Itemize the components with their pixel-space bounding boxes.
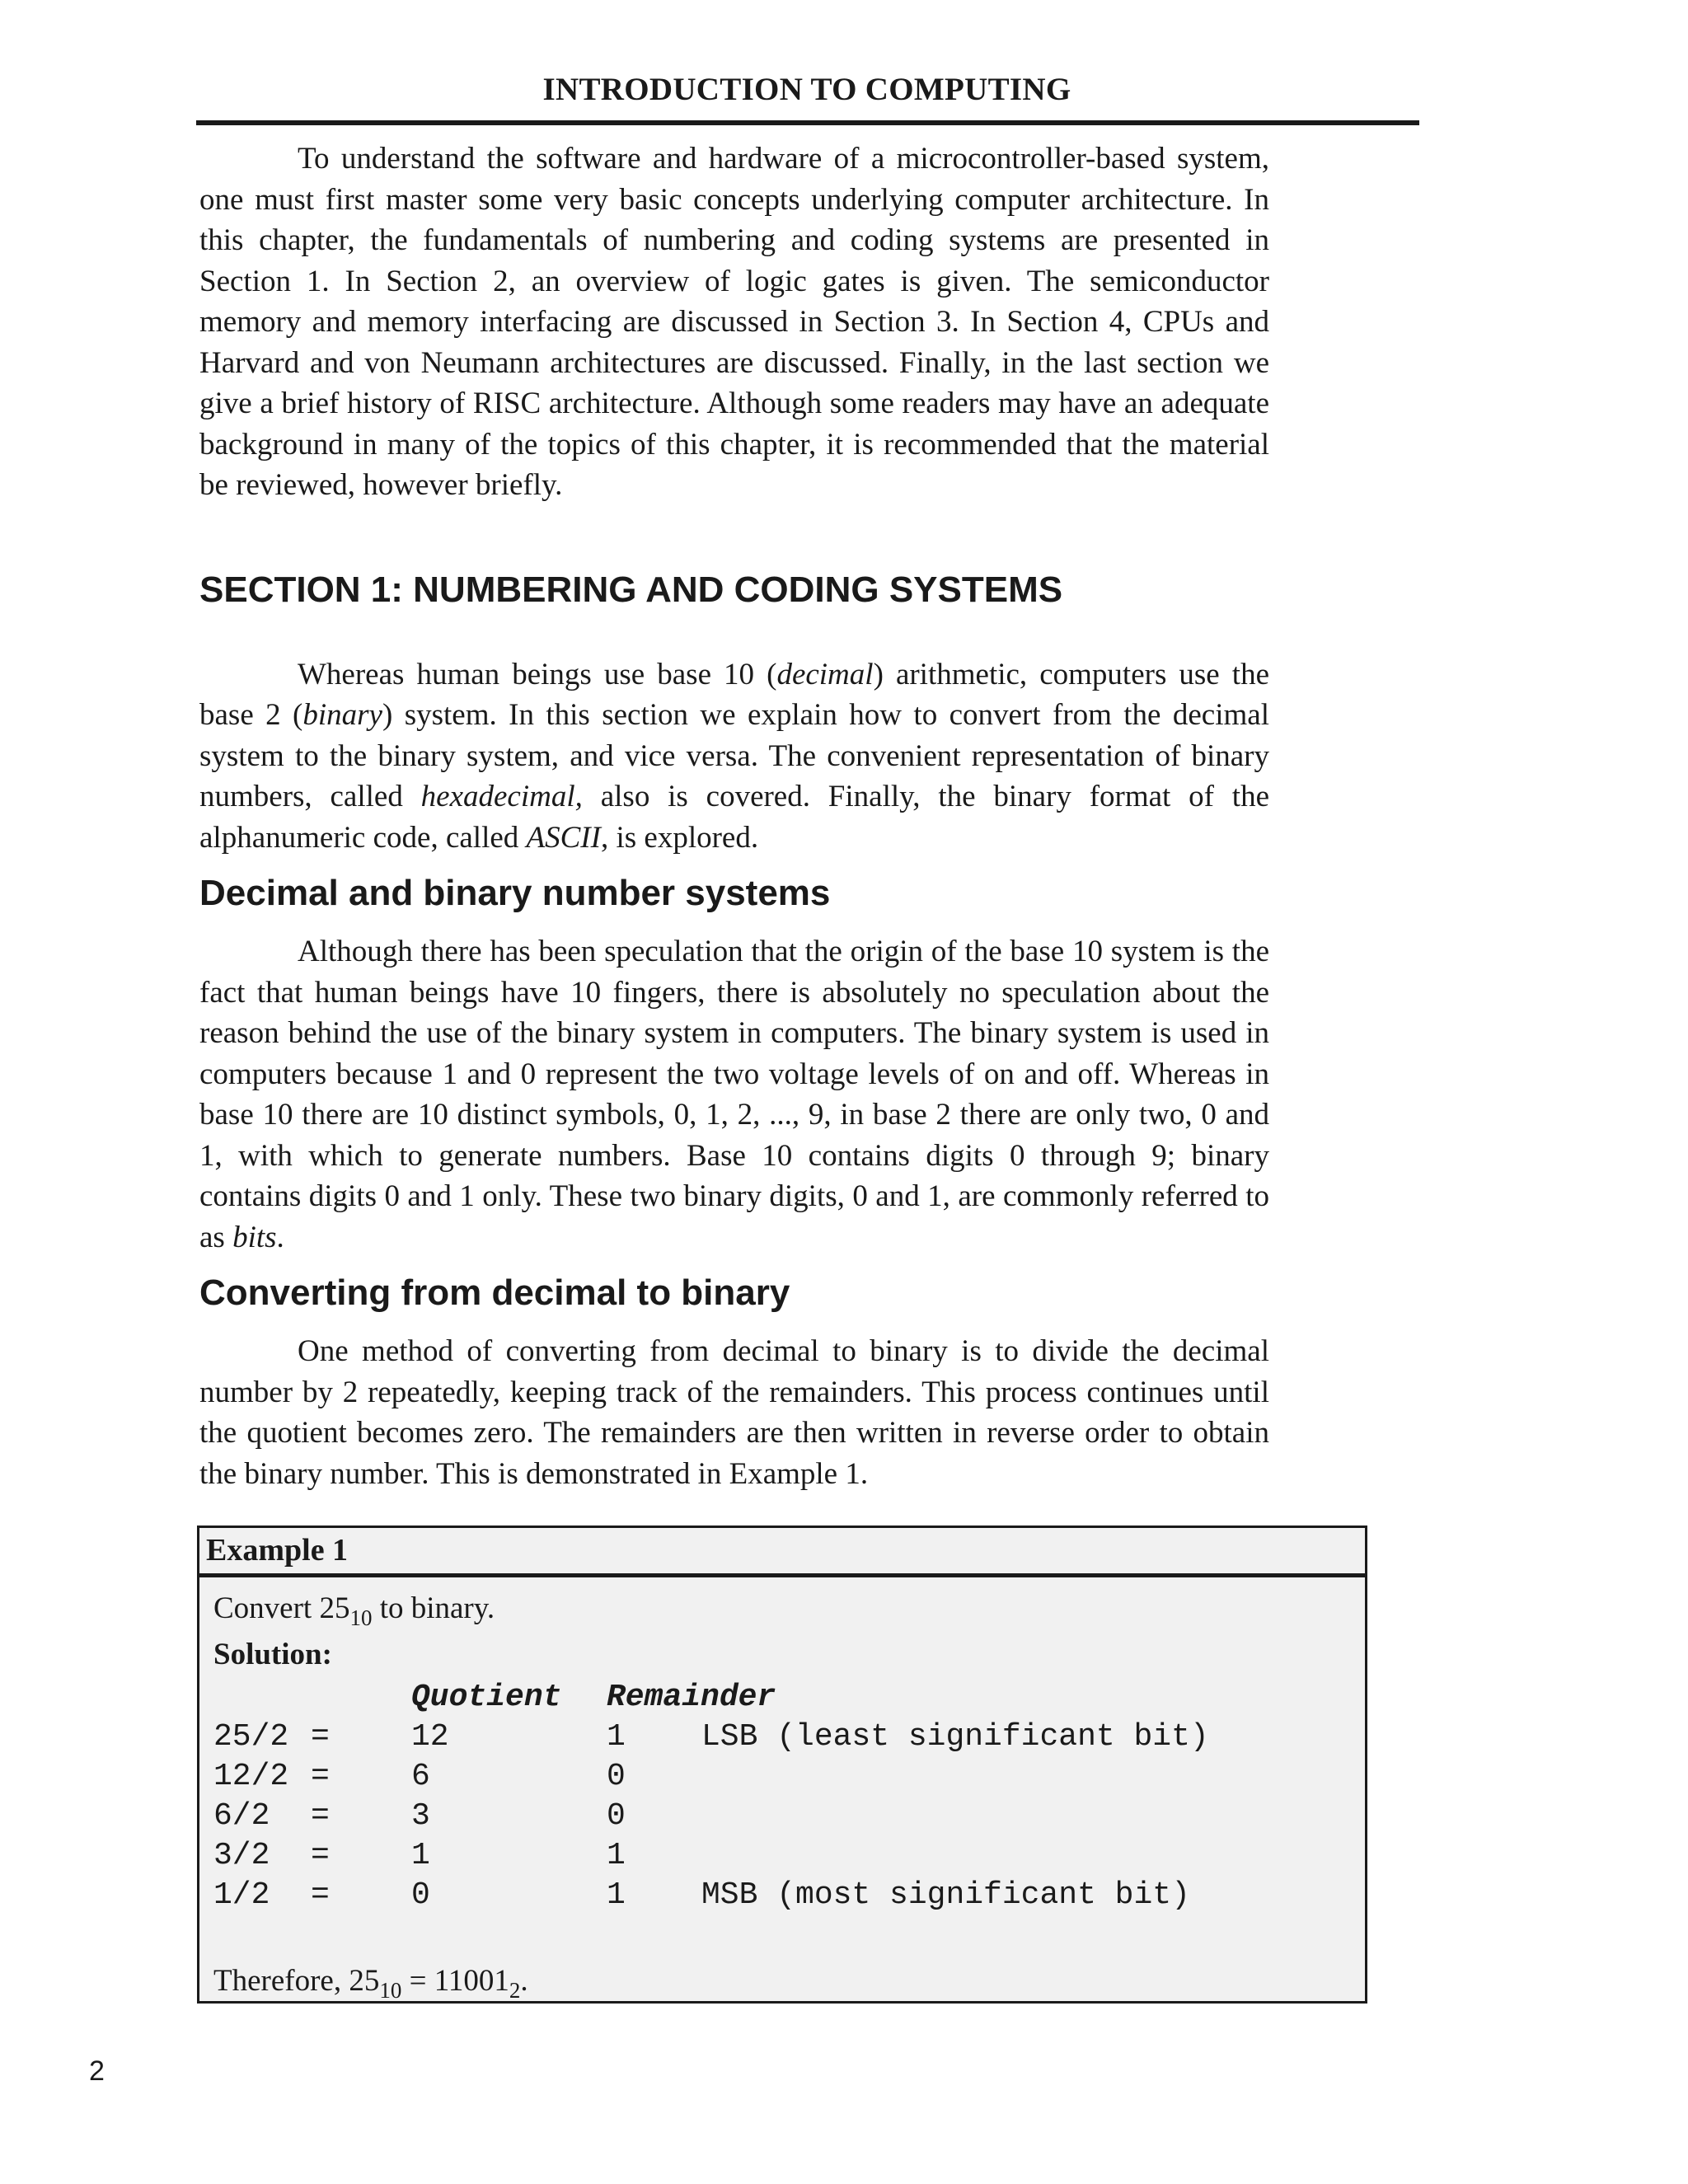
example-title: Example 1 (199, 1528, 1365, 1577)
example-body (199, 1577, 1365, 2004)
number-systems-paragraph (199, 931, 1269, 1258)
section-paragraph (199, 654, 1269, 859)
page-number: 2 (89, 2055, 105, 2087)
quotient-cell: 3 (411, 1798, 430, 1834)
text-run: Whereas human beings use base 10 ( (298, 657, 777, 691)
subsection-heading-converting: Converting from decimal to binary (199, 1272, 790, 1313)
text-run: Although there has been speculation that the origin of the base 10 system is the fact that human beings have 10 fingers, there is absolutely no speculation about the reason behind the use of the binary system in computers. The binary system is used in computers because 1 and 0 represent the two voltage levels of on and off. Whereas in base 10 there are 10 distinct symbols, 0, 1, 2, ..., 9, in base 2 there are only two, 0 and 1, with which to generate numbers. Base 10 contains digits 0 through 9; binary contains digits 0 and 1 only. These two binary digits, 0 and 1, are commonly referred to as (199, 935, 1269, 1254)
text-run: . (520, 1964, 528, 1998)
subscript: 10 (379, 1978, 402, 2003)
remainder-cell: 0 (607, 1759, 626, 1794)
italic-term: hexadecimal, (420, 780, 583, 813)
text-run: Therefore, 25 (213, 1964, 380, 1998)
dividend-cell: 1/2 (213, 1877, 270, 1913)
example-prompt (213, 1586, 1365, 1632)
italic-term: binary (302, 698, 382, 732)
equals-cell: = (311, 1877, 330, 1913)
quotient-cell: 6 (411, 1759, 430, 1794)
remainder-header: Remainder (607, 1680, 776, 1715)
quotient-cell: 1 (411, 1838, 430, 1873)
subscript: 2 (509, 1978, 521, 2003)
text-run: to binary. (372, 1591, 495, 1625)
table-row (213, 1757, 1365, 1797)
equals-cell: = (311, 1719, 330, 1755)
dividend-cell: 12/2 (213, 1759, 289, 1794)
italic-term: decimal (776, 657, 874, 691)
italic-term: bits (232, 1220, 277, 1254)
main-content (199, 138, 1269, 1494)
note-cell: LSB (least significant bit) (701, 1719, 1209, 1755)
quotient-cell: 12 (411, 1719, 449, 1755)
table-row (213, 1876, 1365, 1915)
example-result (213, 1958, 1365, 2004)
table-row (213, 1718, 1365, 1757)
header-rule (196, 120, 1419, 125)
table-row (213, 1797, 1365, 1836)
text-run: ) system. In this section we explain how to convert from the decimal system to the binary system, and vice versa. The convenient representation of binary numbers, called (199, 698, 1269, 813)
equals-cell: = (311, 1798, 330, 1834)
text-run: . (276, 1220, 284, 1254)
dividend-cell: 3/2 (213, 1838, 270, 1873)
division-table (213, 1718, 1365, 1915)
running-header: INTRODUCTION TO COMPUTING (542, 72, 1071, 107)
remainder-cell: 1 (607, 1877, 626, 1913)
remainder-cell: 1 (607, 1838, 626, 1873)
intro-paragraph: To understand the software and hardware of a microcontroller-based system, one must first master some very basic concepts underlying computer architecture. In this chapter, the fundamentals of numbering and coding systems are presented in Section 1. In Section 2, an overview of logic gates is given. The semiconductor memory and memory interfacing are discussed in Section 3. In Section 4, CPUs and Harvard and von Neumann architectures are discussed. Finally, in the last section we give a brief history of RISC architecture. Although some readers may have an adequate background in many of the topics of this chapter, it is recommended that the material be reviewed, however briefly. (199, 142, 1269, 502)
table-row (213, 1836, 1365, 1876)
quotient-header: Quotient (411, 1680, 562, 1715)
subscript: 10 (349, 1605, 373, 1630)
table-header-row (213, 1678, 1365, 1718)
example-box (197, 1526, 1367, 2004)
quotient-cell: 0 (411, 1877, 430, 1913)
text-run: , is explored. (600, 820, 759, 855)
remainder-cell: 1 (607, 1719, 626, 1755)
converting-paragraph: One method of converting from decimal to binary is to divide the decimal number by 2 repeatedly, keeping track of the remainders. This process continues until the quotient becomes zero. The remainders are then written in reverse order to obtain the binary number. This is demonstrated in Example 1. (199, 1334, 1269, 1491)
dividend-cell: 25/2 (213, 1719, 289, 1755)
note-cell: MSB (most significant bit) (701, 1877, 1190, 1913)
subsection-heading-number-systems: Decimal and binary number systems (199, 873, 831, 913)
text-run: = 11001 (401, 1964, 509, 1998)
italic-term: ASCII (526, 820, 601, 855)
equals-cell: = (311, 1838, 330, 1873)
text-run: also is covered. Finally, the binary format of the alphanumeric code, called (199, 780, 1269, 855)
remainder-cell: 0 (607, 1798, 626, 1834)
text-run: ) arithmetic, computers use the base 2 ( (199, 657, 1269, 732)
solution-label: Solution: (213, 1638, 332, 1671)
section-heading: SECTION 1: NUMBERING AND CODING SYSTEMS (199, 569, 1063, 610)
dividend-cell: 6/2 (213, 1798, 270, 1834)
equals-cell: = (311, 1759, 330, 1794)
text-run: Convert 25 (213, 1591, 350, 1625)
